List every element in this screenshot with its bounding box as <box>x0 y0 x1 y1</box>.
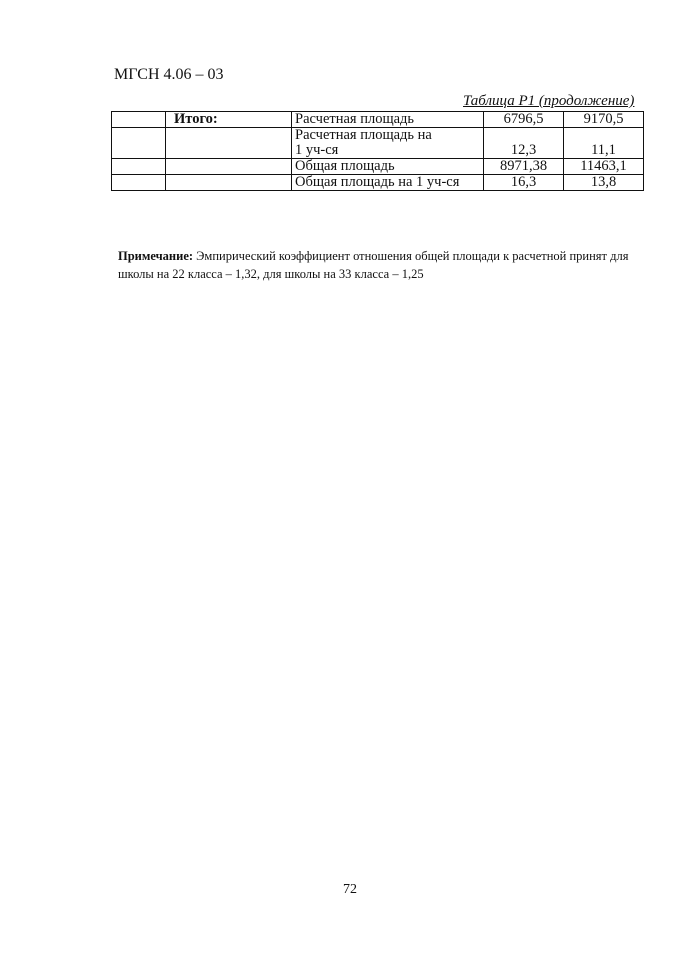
page-number: 72 <box>343 882 357 897</box>
table-row <box>112 175 644 191</box>
value-cell: 12,3 <box>484 128 564 159</box>
row-name-line: Расчетная площадь на <box>295 127 432 143</box>
note-label: Примечание: <box>118 249 194 263</box>
blank-cell <box>112 175 166 191</box>
table-row <box>112 112 644 128</box>
value-cell: 11,1 <box>564 128 644 159</box>
total-label: Итого: <box>166 112 292 128</box>
value-cell: 8971,38 <box>484 159 564 175</box>
blank-cell <box>166 175 292 191</box>
row-name: Расчетная площадь <box>292 112 484 128</box>
note-text: Эмпирический коэффициент отношения общей площади к расчетной принят для школы на 22 класса – 1,32, для школы на 33 класса – 1,25 <box>118 249 629 281</box>
blank-cell <box>166 159 292 175</box>
table-row <box>112 159 644 175</box>
document-code: МГСН 4.06 – 03 <box>114 66 224 83</box>
blank-cell <box>112 159 166 175</box>
table-row <box>112 128 644 159</box>
blank-cell <box>112 128 166 159</box>
row-name <box>292 128 484 159</box>
value-cell: 16,3 <box>484 175 564 191</box>
value-cell: 9170,5 <box>564 112 644 128</box>
summary-table <box>111 111 644 191</box>
blank-cell <box>166 128 292 159</box>
blank-cell <box>112 112 166 128</box>
table-caption: Таблица Р1 (продолжение) <box>463 93 635 109</box>
row-name-line: 1 уч-ся <box>295 142 339 158</box>
value-cell: 13,8 <box>564 175 644 191</box>
note-paragraph <box>118 247 643 283</box>
row-name: Общая площадь <box>292 159 484 175</box>
value-cell: 6796,5 <box>484 112 564 128</box>
value-cell: 11463,1 <box>564 159 644 175</box>
row-name: Общая площадь на 1 уч-ся <box>292 175 484 191</box>
